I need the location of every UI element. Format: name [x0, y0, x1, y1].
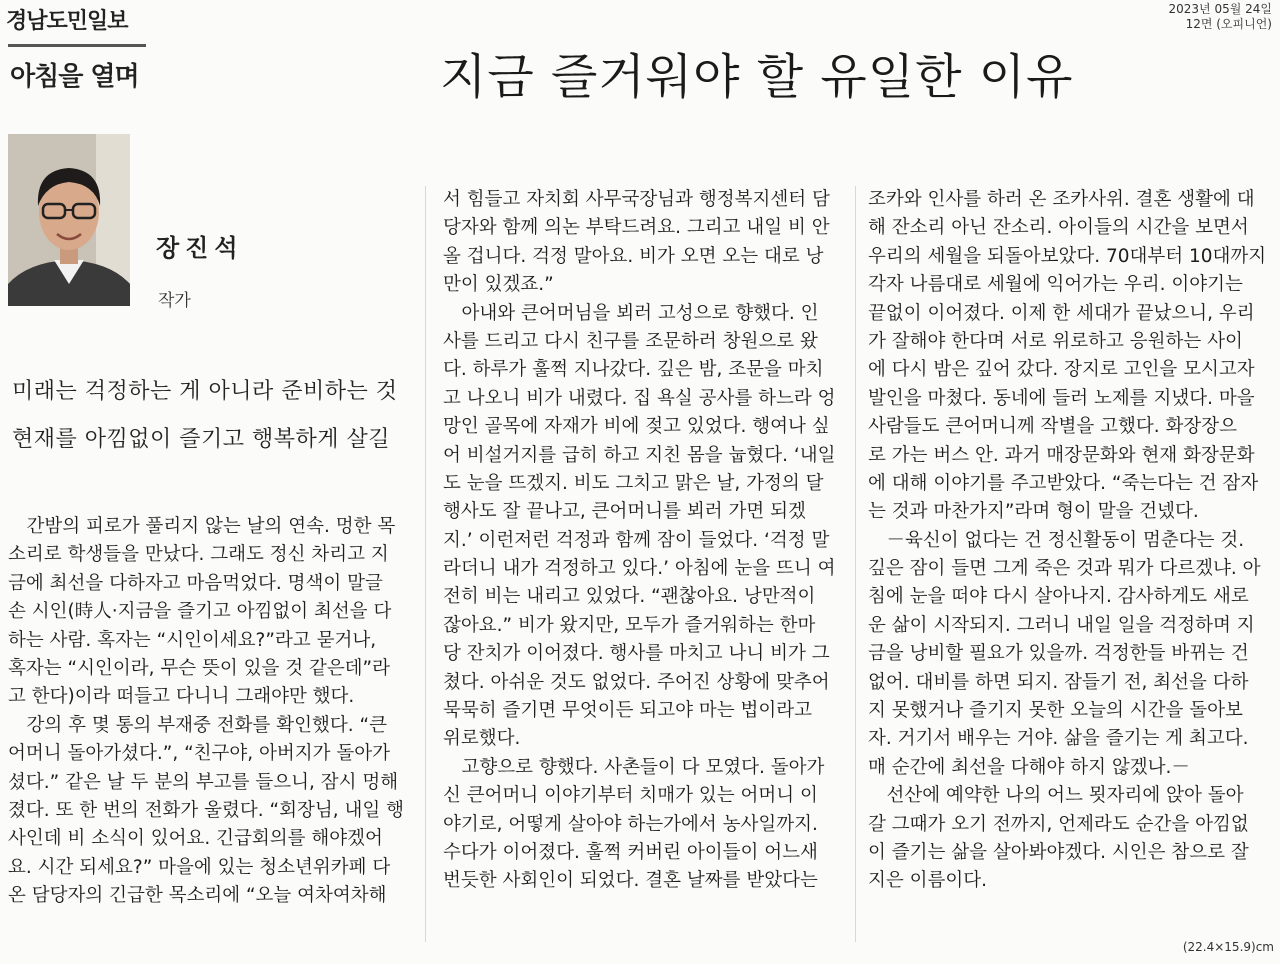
text-line: 지 못했거나 즐기지 못한 오늘의 시간을 돌아보	[868, 700, 1243, 722]
text-line: 쳤다. 아쉬운 것도 없었다. 주어진 상황에 맞추어	[443, 671, 830, 693]
text-line: 에 대해 이야기를 주고받았다. “죽는다는 건 잠자	[868, 472, 1259, 494]
text-line: 깊은 잠이 들면 그게 죽은 것과 뭐가 다르겠냐. 아	[868, 558, 1261, 580]
text-line: 행사도 잘 끝나고, 큰어머니를 뵈러 가면 되겠	[443, 501, 806, 523]
article-size-note: (22.4×15.9)cm	[1182, 940, 1274, 954]
text-line: 운 삶이 시작되지. 그러니 내일 일을 걱정하며 지	[868, 614, 1255, 636]
text-line: 매 순간에 최선을 다해야 하지 않겠나.－	[868, 756, 1190, 778]
text-line: 금을 낭비할 필요가 있을까. 걱정한들 바뀌는 건	[868, 643, 1249, 665]
text-line: 아내와 큰어머님을 뵈러 고성으로 향했다. 인	[443, 302, 819, 324]
column-section-title: 아침을 열며	[10, 62, 139, 92]
text-line: 각자 나름대로 세월에 익어가는 우리. 이야기는	[868, 274, 1243, 296]
text-line: 망인 골목에 자재가 비에 젖고 있었다. 행여나 싶	[443, 416, 830, 438]
masthead-logo: 경남도민일보	[6, 9, 128, 34]
text-line: 위로했다.	[443, 728, 521, 750]
text-line: 하는 사람. 혹자는 “시인이세요?”라고 묻거나,	[8, 629, 377, 651]
text-line: 묵묵히 즐기면 무엇이든 되고야 마는 법이라고	[443, 700, 812, 722]
column-divider	[425, 186, 426, 942]
text-line: 지은 이름이다.	[868, 870, 987, 892]
text-line: 조카와 인사를 하러 온 조카사위. 결혼 생활에 대	[868, 189, 1255, 210]
text-line: 신 큰어머니 이야기부터 치매가 있는 어머니 이	[443, 785, 818, 807]
text-line: 번듯한 사회인이 되었다. 결혼 날짜를 받았다는	[443, 870, 818, 892]
text-line: 온 담당자의 긴급한 목소리에 “오늘 여차여차해	[8, 885, 387, 907]
text-line: 도 눈을 뜨겠지. 비도 그치고 맑은 날, 가정의 달	[443, 472, 824, 494]
text-line: 졌다. 또 한 번의 전화가 울렸다. “회장님, 내일 행	[8, 799, 404, 821]
text-line: 는 것과 마찬가지”라며 형이 말을 건넸다.	[868, 501, 1199, 523]
text-line: 해 잔소리 아닌 잔소리. 아이들의 시간을 보면서	[868, 217, 1249, 239]
text-line: 로 가는 버스 안. 과거 매장문화와 현재 화장문화	[868, 444, 1255, 466]
text-line: 잖아요.” 비가 왔지만, 모두가 즐거워하는 한마	[443, 614, 816, 636]
subheadline-2: 현재를 아낌없이 즐기고 행복하게 살길	[12, 427, 391, 452]
page-section-label: 12면 (오피니언)	[1185, 17, 1272, 31]
text-line: 고향으로 향했다. 사촌들이 다 모였다. 돌아가	[443, 756, 825, 778]
text-line: 간밤의 피로가 풀리지 않는 날의 연속. 멍한 목	[8, 516, 396, 537]
text-line: 선산에 예약한 나의 어느 묏자리에 앉아 돌아	[868, 785, 1244, 807]
text-line: 라더니 내가 걱정하고 있다.’ 아침에 눈을 뜨니 여	[443, 558, 836, 580]
text-line: 에 다시 밤은 깊어 갔다. 장지로 고인을 모시고자	[868, 359, 1255, 381]
text-line: 올 겁니다. 걱정 말아요. 비가 오면 오는 대로 낭	[443, 245, 824, 267]
text-line: 셨다.” 같은 날 두 분의 부고를 들으니, 잠시 멍해	[8, 771, 399, 793]
text-line: 수다가 이어졌다. 훌쩍 커버린 아이들이 어느새	[443, 841, 818, 863]
author-photo	[8, 134, 130, 306]
text-line: 이 즐기는 삶을 살아봐야겠다. 시인은 참으로 잘	[868, 841, 1249, 863]
text-line: 요. 시간 되세요?” 마을에 있는 청소년위카페 다	[8, 856, 391, 878]
text-line: 가 잘해야 한다며 서로 위로하고 응원하는 사이	[868, 330, 1243, 352]
text-line: 침에 눈을 떠야 다시 살아나지. 감사하게도 새로	[868, 586, 1249, 608]
text-line: 자. 거기서 배우는 거야. 삶을 즐기는 게 최고다.	[868, 728, 1249, 750]
article-column-1	[8, 513, 408, 910]
text-line: 사람들도 큰어머니께 작별을 고했다. 화장장으	[868, 416, 1237, 438]
text-line: 사를 드리고 다시 친구를 조문하러 창원으로 왔	[443, 330, 818, 352]
text-line: 만이 있겠죠.”	[443, 274, 554, 296]
text-line: 없어. 대비를 하면 되지. 잠들기 전, 최선을 다하	[868, 671, 1249, 693]
author-role: 작가	[158, 291, 191, 311]
text-line: 금에 최선을 다하자고 마음먹었다. 명색이 말글	[8, 572, 383, 594]
text-line: 사인데 비 소식이 있어요. 긴급회의를 해야겠어	[8, 828, 383, 850]
text-line: －육신이 없다는 건 정신활동이 멈춘다는 것.	[868, 529, 1245, 551]
text-line: 전히 비는 내리고 있었다. “괜찮아요. 낭만적이	[443, 586, 816, 608]
text-line: 당자와 함께 의논 부탁드려요. 그리고 내일 비 안	[443, 217, 830, 239]
subheadline-1: 미래는 걱정하는 게 아니라 준비하는 것	[12, 379, 398, 404]
text-line: 어머니 돌아가셨다.”, “친구야, 아버지가 돌아가	[8, 743, 391, 765]
article-column-3	[868, 186, 1274, 896]
text-line: 혹자는 “시인이라, 무슨 뜻이 있을 것 같은데”라	[8, 657, 391, 679]
text-line: 손 시인(時人·지금을 즐기고 아낌없이 최선을 다	[8, 601, 392, 623]
text-line: 소리로 학생들을 만났다. 그래도 정신 차리고 지	[8, 544, 389, 566]
text-line: 서 힘들고 자치회 사무국장님과 행정복지센터 담	[443, 189, 830, 210]
author-name: 장진석	[156, 234, 244, 262]
text-line: 우리의 세월을 되돌아보았다. 70대부터 10대까지	[868, 245, 1267, 267]
text-line: 발인을 마쳤다. 동네에 들러 노제를 지냈다. 마을	[868, 387, 1255, 409]
dateline	[1169, 2, 1272, 32]
text-line: 당 잔치가 이어졌다. 행사를 마치고 나니 비가 그	[443, 643, 830, 665]
text-line: 끝없이 이어졌다. 이제 한 세대가 끝났으니, 우리	[868, 302, 1255, 324]
publish-date: 2023년 05월 24일	[1168, 2, 1272, 16]
text-line: 갈 그때가 오기 전까지, 언제라도 순간을 아낌없	[868, 813, 1249, 835]
text-line: 고 한다)이라 떠들고 다니니 그래야만 했다.	[8, 686, 355, 708]
column-divider	[855, 186, 856, 942]
text-line: 다. 하루가 훌쩍 지나갔다. 깊은 밤, 조문을 마치	[443, 359, 824, 381]
article-headline: 지금 즐거워야 할 유일한 이유	[440, 49, 1074, 105]
text-line: 지.’ 이런저런 걱정과 함께 잠이 들었다. ‘걱정 말	[443, 529, 830, 551]
text-line: 고 나오니 비가 내렸다. 집 욕실 공사를 하느라 엉	[443, 387, 836, 409]
author-portrait-image	[8, 134, 130, 306]
text-line: 강의 후 몇 통의 부재중 전화를 확인했다. “큰	[8, 714, 387, 736]
article-column-2	[443, 186, 841, 896]
text-line: 어 비설거지를 급히 하고 지친 몸을 눕혔다. ‘내일	[443, 444, 836, 466]
section-rule	[8, 44, 146, 47]
text-line: 야기로, 어떻게 살아야 하는가에서 농사일까지.	[443, 813, 818, 835]
